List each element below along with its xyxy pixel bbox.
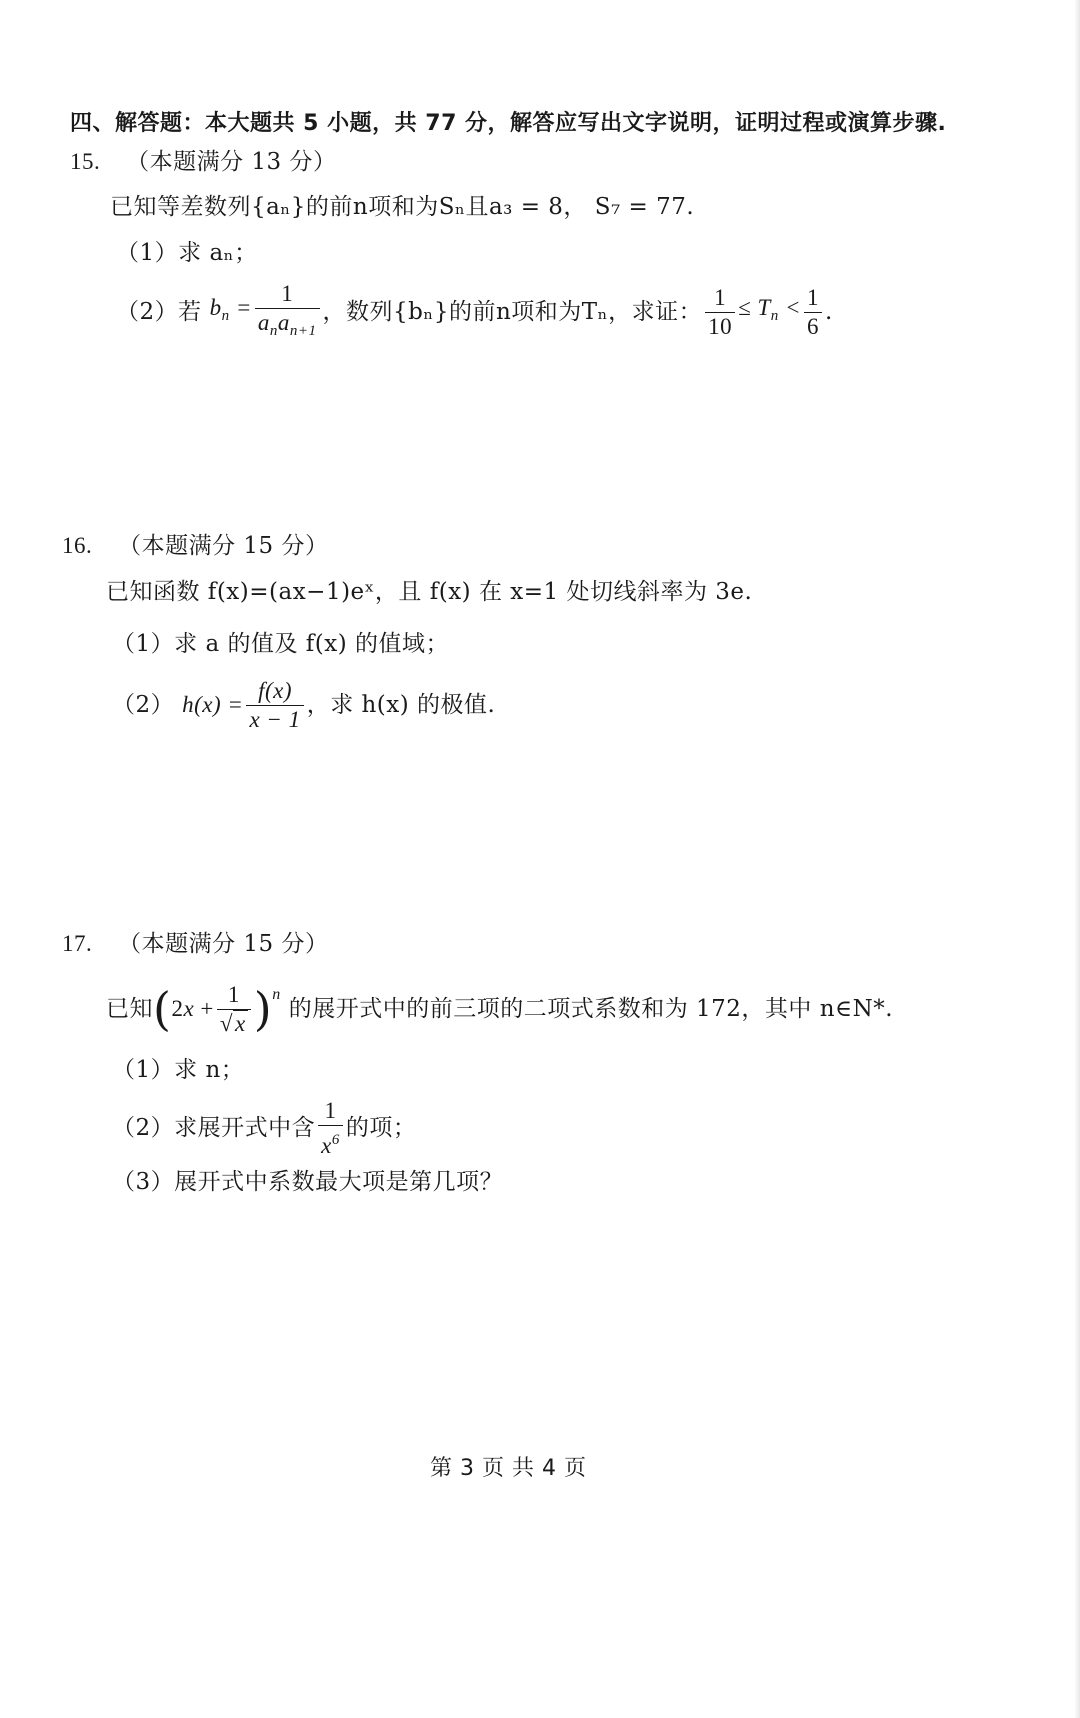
q17-stem: [106, 976, 893, 1042]
q16-hx-formula: h(x) =: [182, 692, 244, 717]
q16-number: 16.: [62, 533, 93, 558]
q17-x6-fraction: $\frac{1}{x^6}$: [318, 1098, 343, 1159]
q15-inequality: ≤ $T_n$ <: [738, 295, 802, 324]
q17-part1: （1）求 n；: [112, 1057, 245, 1083]
q16-stem: 已知函数 f(x)=(ax−1)eˣ，且 f(x) 在 x=1 处切线斜率为 3e.: [106, 579, 753, 605]
q16-part2-end: ，求 h(x) 的极值.: [306, 692, 496, 718]
q16-hx-fraction: $\frac{f(x)}{x - 1}$: [246, 678, 303, 733]
q15-part2-end: .: [825, 299, 833, 325]
q15-stem: [110, 192, 694, 222]
q17-score: （本题满分 15 分）: [118, 931, 329, 957]
q15-part2: [116, 282, 833, 342]
q16-part1: （1）求 a 的值及 f(x) 的值域；: [112, 631, 450, 657]
q17-stem-start: 已知: [106, 996, 153, 1022]
q17-binomial-fraction: $\frac{1}{√x}$: [217, 982, 251, 1037]
q15-bn-fraction: $\frac{1}{a_na_{n+1}}$: [255, 281, 320, 344]
q15-bn-formula: $b_n$ =: [209, 295, 252, 324]
q17-right-paren: ): [253, 982, 273, 1036]
q15-part2-mid: ，数列{bₙ}的前n项和为Tₙ，求证：: [322, 299, 703, 325]
q17-part2-end: 的项；: [345, 1115, 417, 1141]
q15-header: [70, 147, 336, 177]
q15-upper-bound: $\frac{1}{6}$: [804, 285, 822, 340]
page-footer: 第 3 页 共 4 页: [430, 1456, 587, 1481]
scan-edge-shadow: [1074, 0, 1080, 1718]
q15-part1: （1）求 aₙ；: [116, 240, 258, 266]
q17-header: [62, 929, 328, 959]
q15-part2-label: （2）若: [116, 299, 202, 325]
q17-exponent: n: [272, 986, 281, 1003]
section-heading: 四、解答题：本大题共 5 小题，共 77 分，解答应写出文字说明，证明过程或演算步骤.: [70, 111, 947, 136]
q17-part3: （3）展开式中系数最大项是第几项？: [112, 1169, 504, 1195]
q16-score: （本题满分 15 分）: [118, 533, 329, 559]
q15-score: （本题满分 13 分）: [126, 149, 337, 175]
q17-left-paren: (: [153, 982, 172, 1036]
q15-lower-bound: $\frac{1}{10}$: [705, 285, 735, 340]
q17-binomial-term: 2x +: [171, 996, 214, 1021]
q15-number: 15.: [70, 149, 101, 174]
q17-part2: [112, 1098, 416, 1158]
q16-part2: [112, 674, 495, 736]
q17-number: 17.: [62, 931, 93, 956]
q17-part2-start: （2）求展开式中含: [112, 1115, 316, 1141]
q16-part2-label: （2）: [112, 692, 175, 718]
q16-header: [62, 531, 328, 561]
q15-stem-text: 已知等差数列{aₙ}的前n项和为Sₙ且a₃ = 8， S₇ = 77.: [110, 194, 695, 220]
q17-stem-end: 的展开式中的前三项的二项式系数和为 172，其中 n∈N*.: [288, 996, 893, 1022]
